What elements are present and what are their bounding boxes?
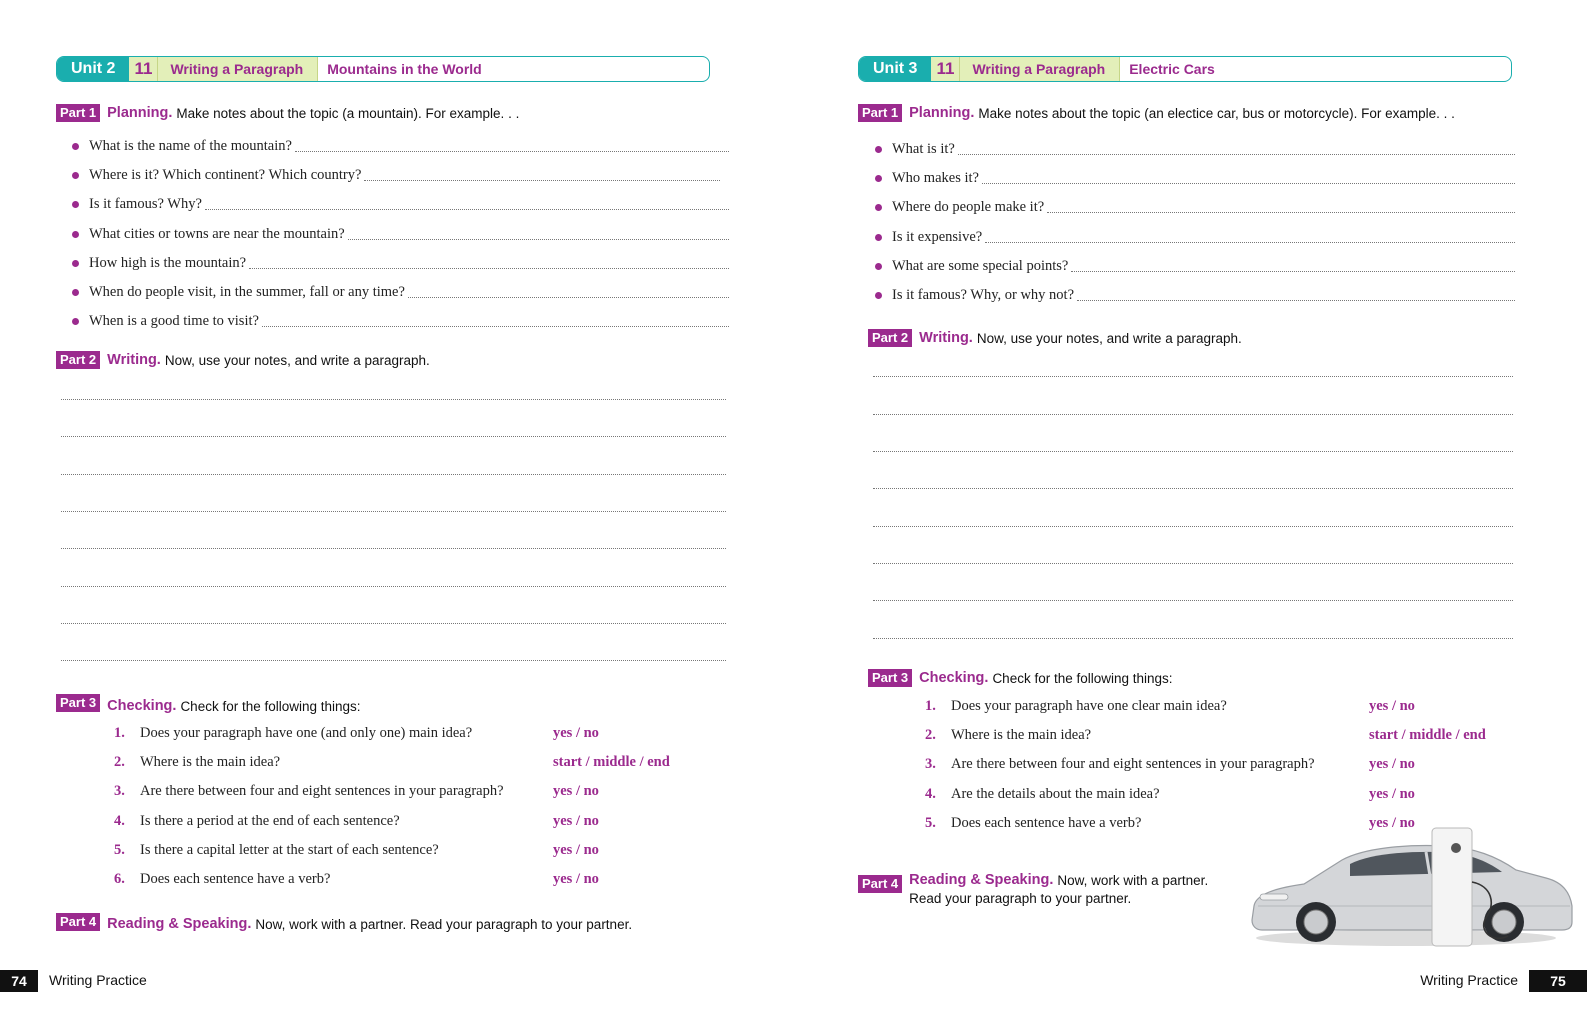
part-badge: Part 3: [868, 669, 912, 687]
answer-choice[interactable]: yes / no: [553, 725, 599, 742]
bullet-icon: [72, 201, 79, 208]
part-title: Checking.: [107, 698, 177, 714]
prompt-text: Who makes it?: [892, 170, 979, 187]
prompt-text: What is the name of the mountain?: [89, 138, 292, 155]
checklist-item: [925, 721, 1525, 750]
part-instruction: Check for the following things:: [992, 670, 1173, 686]
list-item: [72, 307, 729, 336]
item-question: Are the details about the main idea?: [951, 785, 1160, 802]
part2-heading: [868, 329, 1242, 347]
item-number: 4.: [114, 812, 125, 829]
part-instruction: Now, use your notes, and write a paragraph.: [164, 352, 430, 368]
writing-line[interactable]: [61, 436, 726, 437]
item-number: 2.: [114, 754, 125, 771]
prompt-text: When do people visit, in the summer, fall or any time?: [89, 284, 405, 301]
page-number: 74: [0, 970, 38, 992]
item-question: Does your paragraph have one clear main idea?: [951, 698, 1227, 715]
part4-line1: [909, 872, 1208, 888]
part1-heading: [858, 104, 1455, 122]
list-item: [875, 193, 1515, 222]
part-instruction: Now, work with a partner.: [1057, 872, 1209, 888]
item-number: 5.: [114, 841, 125, 858]
part-instruction: Now, use your notes, and write a paragraph.: [976, 330, 1242, 346]
electric-car-illustration: [1246, 826, 1576, 950]
list-item: [72, 249, 729, 278]
prompt-text: What are some special points?: [892, 257, 1069, 274]
item-question: Is there a capital letter at the start of each sentence?: [140, 841, 439, 858]
bullet-icon: [72, 143, 79, 150]
writing-line[interactable]: [873, 600, 1513, 601]
item-question: Where is the main idea?: [140, 754, 281, 771]
item-number: 6.: [114, 871, 125, 888]
part1-heading: [56, 104, 519, 122]
part-instruction: Check for the following things:: [180, 698, 361, 714]
bullet-icon: [875, 175, 882, 182]
part-instruction: Make notes about the topic (a mountain). For example. . .: [176, 105, 520, 121]
lesson-type: Writing a Paragraph: [158, 57, 317, 81]
writing-line[interactable]: [61, 586, 726, 587]
answer-line[interactable]: [249, 258, 729, 269]
part2-heading: [56, 351, 430, 369]
list-item: [72, 278, 729, 307]
lesson-topic: Electric Cars: [1119, 57, 1224, 81]
part-instruction: Now, work with a partner. Read your paragraph to your partner.: [255, 916, 633, 932]
prompt-text: Where do people make it?: [892, 199, 1045, 216]
part-badge: Part 1: [858, 104, 902, 122]
bullet-icon: [875, 234, 882, 241]
bullet-icon: [72, 260, 79, 267]
item-number: 2.: [925, 727, 936, 744]
answer-choice[interactable]: yes / no: [553, 871, 599, 888]
answer-choice[interactable]: start / middle / end: [553, 754, 670, 771]
answer-line[interactable]: [364, 170, 720, 181]
answer-line[interactable]: [205, 199, 729, 210]
part-instruction-2: Read your paragraph to your partner.: [909, 891, 1132, 906]
answer-line[interactable]: [1047, 202, 1515, 213]
item-question: Does each sentence have a verb?: [140, 871, 331, 888]
item-question: Are there between four and eight sentences in your paragraph?: [951, 756, 1315, 773]
list-item: [875, 252, 1515, 281]
list-item: [875, 281, 1515, 310]
bullet-icon: [875, 204, 882, 211]
lesson-number: 11: [931, 57, 960, 81]
writing-line[interactable]: [61, 623, 726, 624]
answer-line[interactable]: [1077, 290, 1515, 301]
part-badge: Part 2: [56, 351, 100, 369]
answer-choice[interactable]: yes / no: [553, 841, 599, 858]
answer-choice[interactable]: yes / no: [553, 812, 599, 829]
bullet-icon: [875, 146, 882, 153]
list-item: [72, 161, 729, 190]
part4-heading: [858, 872, 1208, 906]
answer-choice[interactable]: start / middle / end: [1369, 727, 1486, 744]
part4-heading: [56, 912, 632, 932]
item-number: 3.: [114, 783, 125, 800]
checklist-item: [114, 836, 734, 865]
unit-label: Unit 2: [57, 57, 129, 81]
checklist: [114, 719, 734, 894]
item-question: Does your paragraph have one (and only one) main idea?: [140, 725, 473, 742]
list-item: [875, 164, 1515, 193]
checklist-item: [114, 807, 734, 836]
item-number: 3.: [925, 756, 936, 773]
answer-line[interactable]: [982, 173, 1515, 184]
answer-choice[interactable]: yes / no: [553, 783, 599, 800]
item-question: Are there between four and eight sentences in your paragraph?: [140, 783, 504, 800]
checklist-item: [114, 865, 734, 894]
list-item: [875, 223, 1515, 252]
writing-line[interactable]: [873, 526, 1513, 527]
planning-list: [72, 132, 729, 336]
answer-choice[interactable]: yes / no: [1369, 814, 1415, 831]
writing-area[interactable]: [61, 380, 726, 665]
writing-area[interactable]: [873, 358, 1513, 643]
part3-heading: [868, 669, 1173, 687]
checklist-item: [925, 692, 1525, 721]
lesson-number: 11: [129, 57, 158, 81]
prompt-text: What cities or towns are near the mountain?: [89, 225, 345, 242]
writing-line[interactable]: [873, 488, 1513, 489]
item-question: Does each sentence have a verb?: [951, 814, 1142, 831]
writing-line[interactable]: [61, 399, 726, 400]
writing-line[interactable]: [873, 638, 1513, 639]
part-badge: Part 4: [56, 913, 100, 931]
part-title: Planning.: [909, 105, 975, 121]
part-title: Planning.: [107, 105, 173, 121]
footer-label: Writing Practice: [49, 972, 147, 988]
part-badge: Part 4: [858, 875, 902, 893]
bullet-icon: [875, 292, 882, 299]
prompt-text: Is it expensive?: [892, 228, 983, 245]
planning-list: [875, 135, 1515, 310]
prompt-text: Where is it? Which continent? Which country?: [89, 167, 362, 184]
page-number: 75: [1529, 970, 1587, 992]
unit-label: Unit 3: [859, 57, 931, 81]
prompt-text: How high is the mountain?: [89, 254, 247, 271]
left-page: [0, 0, 793, 1020]
lesson-type: Writing a Paragraph: [960, 57, 1119, 81]
part-title: Reading & Speaking.: [909, 872, 1054, 888]
part-badge: Part 2: [868, 329, 912, 347]
part-badge: Part 1: [56, 104, 100, 122]
writing-line[interactable]: [61, 511, 726, 512]
part-title: Writing.: [107, 352, 161, 368]
answer-choice[interactable]: yes / no: [1369, 756, 1415, 773]
list-item: [875, 135, 1515, 164]
checklist-item: [114, 748, 734, 777]
prompt-text: When is a good time to visit?: [89, 313, 259, 330]
answer-choice[interactable]: yes / no: [1369, 698, 1415, 715]
bullet-icon: [72, 231, 79, 238]
checklist-item: [925, 750, 1525, 779]
part-title: Checking.: [919, 670, 989, 686]
unit-header: [56, 56, 710, 82]
item-number: 5.: [925, 814, 936, 831]
writing-line[interactable]: [873, 563, 1513, 564]
list-item: [72, 132, 729, 161]
lesson-topic: Mountains in the World: [317, 57, 491, 81]
item-question: Where is the main idea?: [951, 727, 1092, 744]
item-number: 4.: [925, 785, 936, 802]
prompt-text: What is it?: [892, 141, 955, 158]
part-title: Reading & Speaking.: [107, 916, 252, 932]
list-item: [72, 220, 729, 249]
checklist: [925, 692, 1525, 838]
prompt-text: Is it famous? Why?: [89, 196, 202, 213]
bullet-icon: [72, 172, 79, 179]
answer-line[interactable]: [295, 141, 729, 152]
answer-line[interactable]: [408, 287, 729, 298]
item-number: 1.: [925, 698, 936, 715]
unit-header: [858, 56, 1512, 82]
writing-line[interactable]: [61, 474, 726, 475]
part-instruction: Make notes about the topic (an electice car, bus or motorcycle). For example. . .: [978, 105, 1455, 121]
answer-line[interactable]: [348, 229, 729, 240]
part4-body: [909, 872, 1208, 906]
prompt-text: Is it famous? Why, or why not?: [892, 287, 1075, 304]
list-item: [72, 190, 729, 219]
answer-choice[interactable]: yes / no: [1369, 785, 1415, 802]
item-question: Is there a period at the end of each sentence?: [140, 812, 400, 829]
writing-line[interactable]: [873, 451, 1513, 452]
checklist-item: [114, 719, 734, 748]
bullet-icon: [875, 263, 882, 270]
writing-line[interactable]: [873, 376, 1513, 377]
right-page: [794, 0, 1587, 1020]
part-title: Writing.: [919, 330, 973, 346]
footer-label: Writing Practice: [1420, 972, 1518, 988]
answer-line[interactable]: [985, 232, 1515, 243]
writing-line[interactable]: [61, 660, 726, 661]
writing-line[interactable]: [61, 548, 726, 549]
answer-line[interactable]: [1071, 261, 1515, 272]
checklist-item: [114, 777, 734, 806]
answer-line[interactable]: [262, 316, 729, 327]
checklist-item: [925, 780, 1525, 809]
writing-line[interactable]: [873, 414, 1513, 415]
bullet-icon: [72, 318, 79, 325]
part-badge: Part 3: [56, 694, 100, 712]
answer-line[interactable]: [958, 144, 1515, 155]
item-number: 1.: [114, 725, 125, 742]
bullet-icon: [72, 289, 79, 296]
part3-heading: [56, 692, 361, 714]
